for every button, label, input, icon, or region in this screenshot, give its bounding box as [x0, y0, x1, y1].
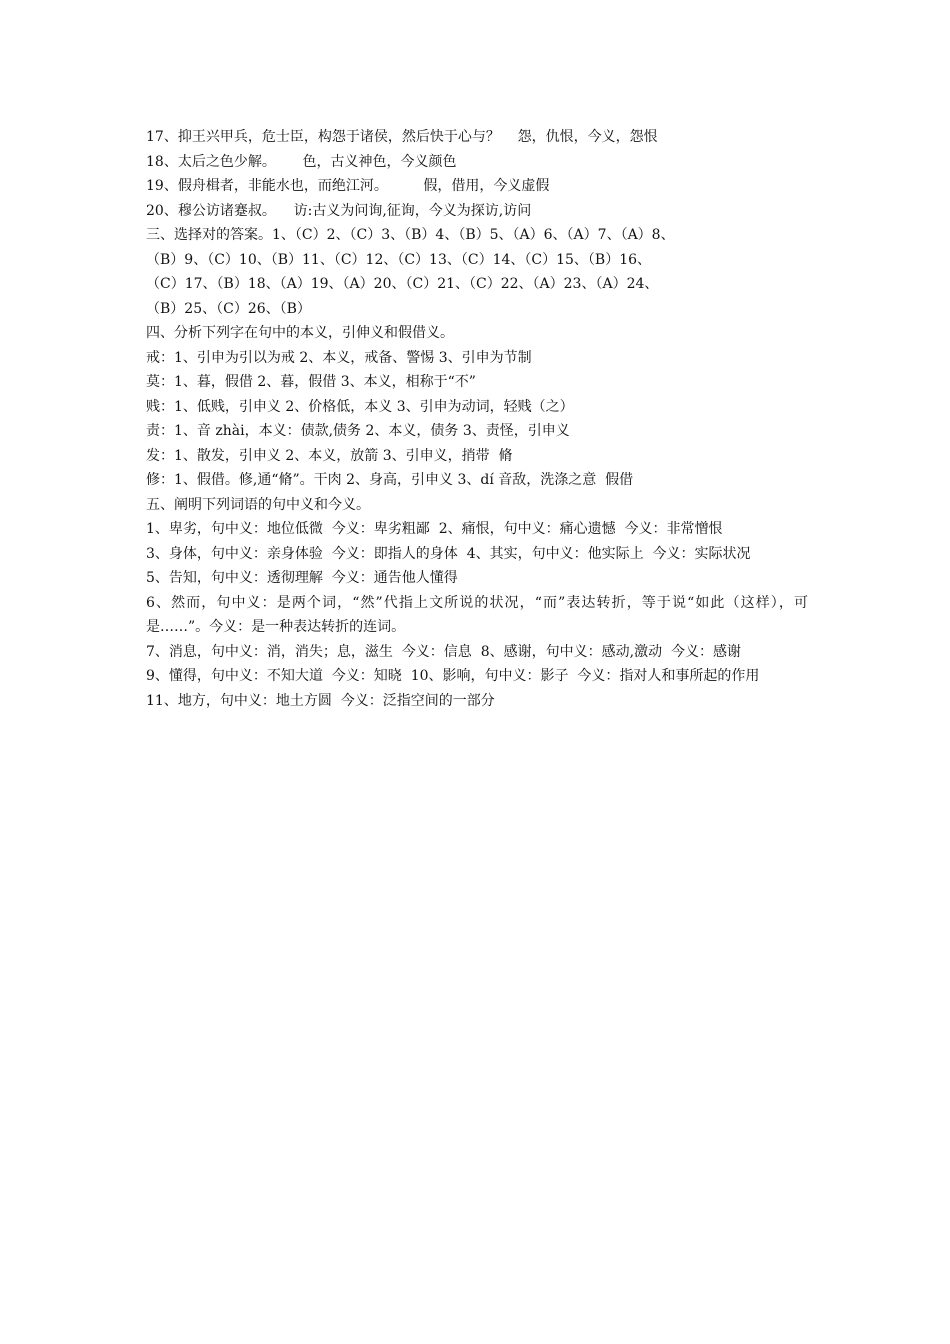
text-line: 17、抑王兴甲兵，危士臣，构怨于诸侯，然后快于心与？ 怨，仇恨，今义，怨恨 — [146, 129, 658, 145]
section-heading-4: 四、分析下列字在句中的本义，引伸义和假借义。 — [146, 325, 454, 341]
text-line: 发：1、散发，引申义 2、本义，放箭 3、引申义，捎带 脩 — [146, 447, 513, 464]
text-line: 贱：1、低贱，引申义 2、价格低，本义 3、引申为动词，轻贱（之） — [146, 398, 574, 415]
text-line: 责：1、音 zhài，本义：债款,债务 2、本义，债务 3、责怪，引申义 — [146, 423, 570, 439]
text-line: 19、假舟楫者，非能水也，而绝江河。 假，借用，今义虚假 — [146, 178, 550, 194]
text-line: 修：1、假借。修,通“脩”。干肉 2、身高，引申义 3、dí 音敌，洗涤之意 假借 — [146, 472, 634, 488]
paragraph: 7、消息，句中义：消，消失；息，滋生 今义：信息 8、感谢，句中义：感动,激动 今义：感谢 — [146, 643, 741, 660]
text-line: 20、穆公访诸蹇叔。 访:古义为问询,征询，今义为探访,访问 — [146, 202, 532, 219]
paragraph: 1、卑劣，句中义：地位低微 今义：卑劣粗鄙 2、痛恨，句中义：痛心遗憾 今义：非常憎恨 — [146, 521, 723, 537]
paragraph: 3、身体，句中义：亲身体验 今义：即指人的身体 4、其实，句中义：他实际上 今义：实际状况 — [146, 545, 751, 562]
text-line: 莫：1、暮，假借 2、暮，假借 3、本义，相称于“不” — [146, 374, 476, 390]
paragraph: 5、告知，句中义：透彻理解 今义：通告他人懂得 — [146, 570, 458, 586]
section-heading-3: 三、选择对的答案。1、（C）2、（C）3、（B）4、（B）5、（A）6、（A）7、（A）8、 — [146, 227, 675, 243]
document-body — [146, 125, 808, 713]
text-line: 18、太后之色少解。 色，古义神色，今义颜色 — [146, 153, 457, 170]
section-heading-5: 五、阐明下列词语的句中义和今义。 — [146, 496, 370, 513]
paragraph: 9、懂得，句中义：不知大道 今义：知晓 10、影响，句中义：影子 今义：指对人和事所起的作用 — [146, 668, 760, 684]
paragraph: 11、地方，句中义：地土方圆 今义：泛指空间的一部分 — [146, 692, 495, 709]
text-line: （C）17、（B）18、（A）19、（A）20、（C）21、（C）22、（A）23、（A）24、 — [146, 276, 659, 292]
text-line: 戒：1、引申为引以为戒 2、本义，戒备、警惕 3、引申为节制 — [146, 349, 532, 366]
text-line: （B）9、（C）10、（B）11、（C）12、（C）13、（C）14、（C）15、（B）16、 — [146, 251, 652, 268]
paragraph: 6、然而，句中义：是两个词，“然”代指上文所说的状况，“而”表达转折，等于说“如此（这样），可是……”。今义：是一种表达转折的连词。 — [146, 594, 808, 635]
text-line: （B）25、（C）26、（B） — [146, 300, 311, 317]
